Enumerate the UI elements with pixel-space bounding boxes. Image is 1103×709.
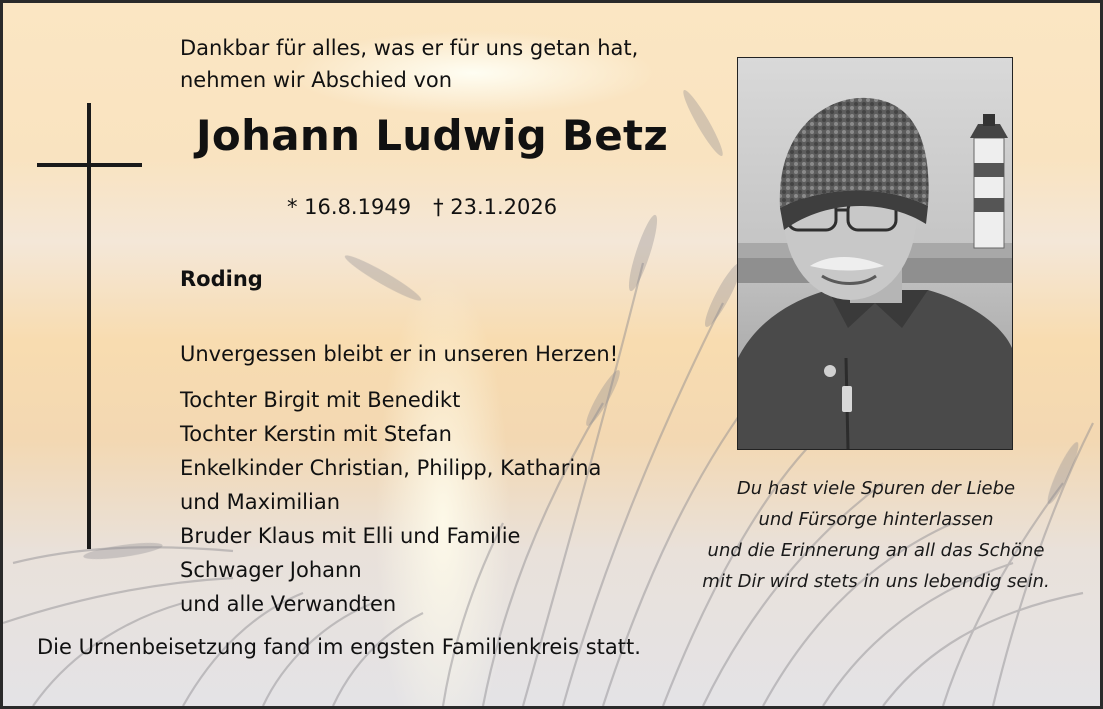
- memorial-quote: Du hast viele Spuren der Liebe und Fürsorge hinterlassen und die Erinnerung an all das Schöne mit Dir wird stets in uns lebendig sein.: [702, 478, 1050, 592]
- mourner-line: Enkelkinder Christian, Philipp, Katharina: [180, 456, 602, 480]
- mourner-line: Bruder Klaus mit Elli und Familie: [180, 524, 521, 548]
- life-dates: [287, 195, 557, 219]
- mourner-line: Tochter Kerstin mit Stefan: [180, 422, 452, 446]
- mourner-line: Schwager Johann: [180, 558, 362, 582]
- mourner-line: und alle Verwandten: [180, 592, 397, 616]
- latin-cross-icon: [87, 103, 91, 549]
- death-date: † 23.1.2026: [433, 195, 558, 219]
- mourners-list: [180, 383, 601, 621]
- intro-text: Dankbar für alles, was er für uns getan hat, nehmen wir Abschied von: [180, 36, 639, 92]
- mourner-line: Tochter Birgit mit Benedikt: [180, 388, 461, 412]
- deceased-name: Johann Ludwig Betz: [196, 111, 669, 160]
- portrait-photo: [737, 57, 1013, 450]
- hometown: Roding: [180, 267, 263, 291]
- burial-note: Die Urnenbeisetzung fand im engsten Familienkreis statt.: [37, 635, 641, 659]
- memory-line: Unvergessen bleibt er in unseren Herzen!: [180, 342, 619, 366]
- latin-cross-bar: [37, 163, 142, 167]
- birth-date: * 16.8.1949: [287, 195, 412, 219]
- mourner-line: und Maximilian: [180, 490, 341, 514]
